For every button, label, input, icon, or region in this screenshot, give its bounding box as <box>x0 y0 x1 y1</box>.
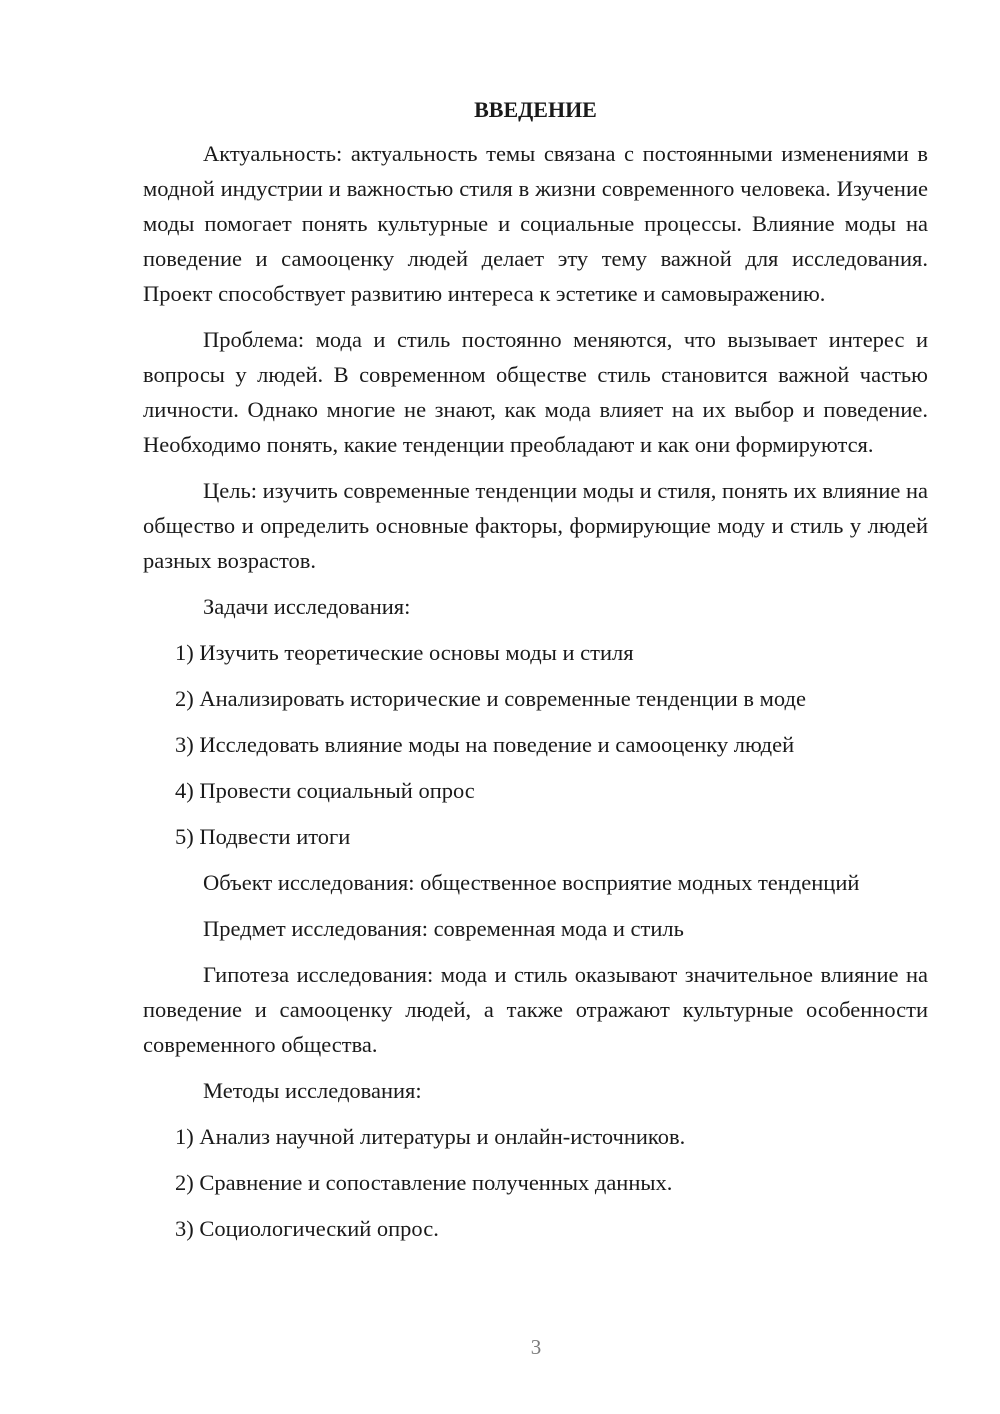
section-heading: ВВЕДЕНИЕ <box>474 97 597 122</box>
list-item: 3) Социологический опрос. <box>175 1216 439 1241</box>
list-item: 2) Сравнение и сопоставление полученных данных. <box>175 1170 673 1195</box>
tasks-list <box>143 635 928 854</box>
list-item: 5) Подвести итоги <box>175 824 351 849</box>
tasks-title: Задачи исследования: <box>203 594 411 619</box>
methods-title: Методы исследования: <box>203 1078 422 1103</box>
list-item: 4) Провести социальный опрос <box>175 778 475 803</box>
problem-paragraph: Проблема: мода и стиль постоянно меняются, что вызывает интерес и вопросы у людей. В современном обществе стиль становится важной частью личности. Однако многие не знают, как мода влияет на их выбор и поведение. Необходимо понять, какие тенденции преобладают и как они формируются. <box>143 327 928 457</box>
research-subject: Предмет исследования: современная мода и стиль <box>203 916 684 941</box>
research-object: Объект исследования: общественное восприятие модных тенденций <box>203 870 860 895</box>
document-body <box>143 95 928 1257</box>
list-item: 1) Анализ научной литературы и онлайн-источников. <box>175 1124 686 1149</box>
goal-paragraph: Цель: изучить современные тенденции моды и стиля, понять их влияние на общество и определить основные факторы, формирующие моду и стиль у людей разных возрастов. <box>143 478 928 573</box>
list-item: 2) Анализировать исторические и современные тенденции в моде <box>175 686 806 711</box>
page-number: 3 <box>530 1335 542 1359</box>
relevance-paragraph: Актуальность: актуальность темы связана с постоянными изменениями в модной индустрии и важностью стиля в жизни современного человека. Изучение моды помогает понять культурные и социальные процессы. Влияние моды на поведение и самооценку людей делает эту тему важной для исследования. Проект способствует развитию интереса к эстетике и самовыражению. <box>143 141 928 306</box>
hypothesis-paragraph: Гипотеза исследования: мода и стиль оказывают значительное влияние на поведение и самооценку людей, а также отражают культурные особенности современного общества. <box>143 962 928 1057</box>
list-item: 3) Исследовать влияние моды на поведение и самооценку людей <box>175 732 795 757</box>
methods-list <box>143 1119 928 1246</box>
list-item: 1) Изучить теоретические основы моды и стиля <box>175 640 634 665</box>
